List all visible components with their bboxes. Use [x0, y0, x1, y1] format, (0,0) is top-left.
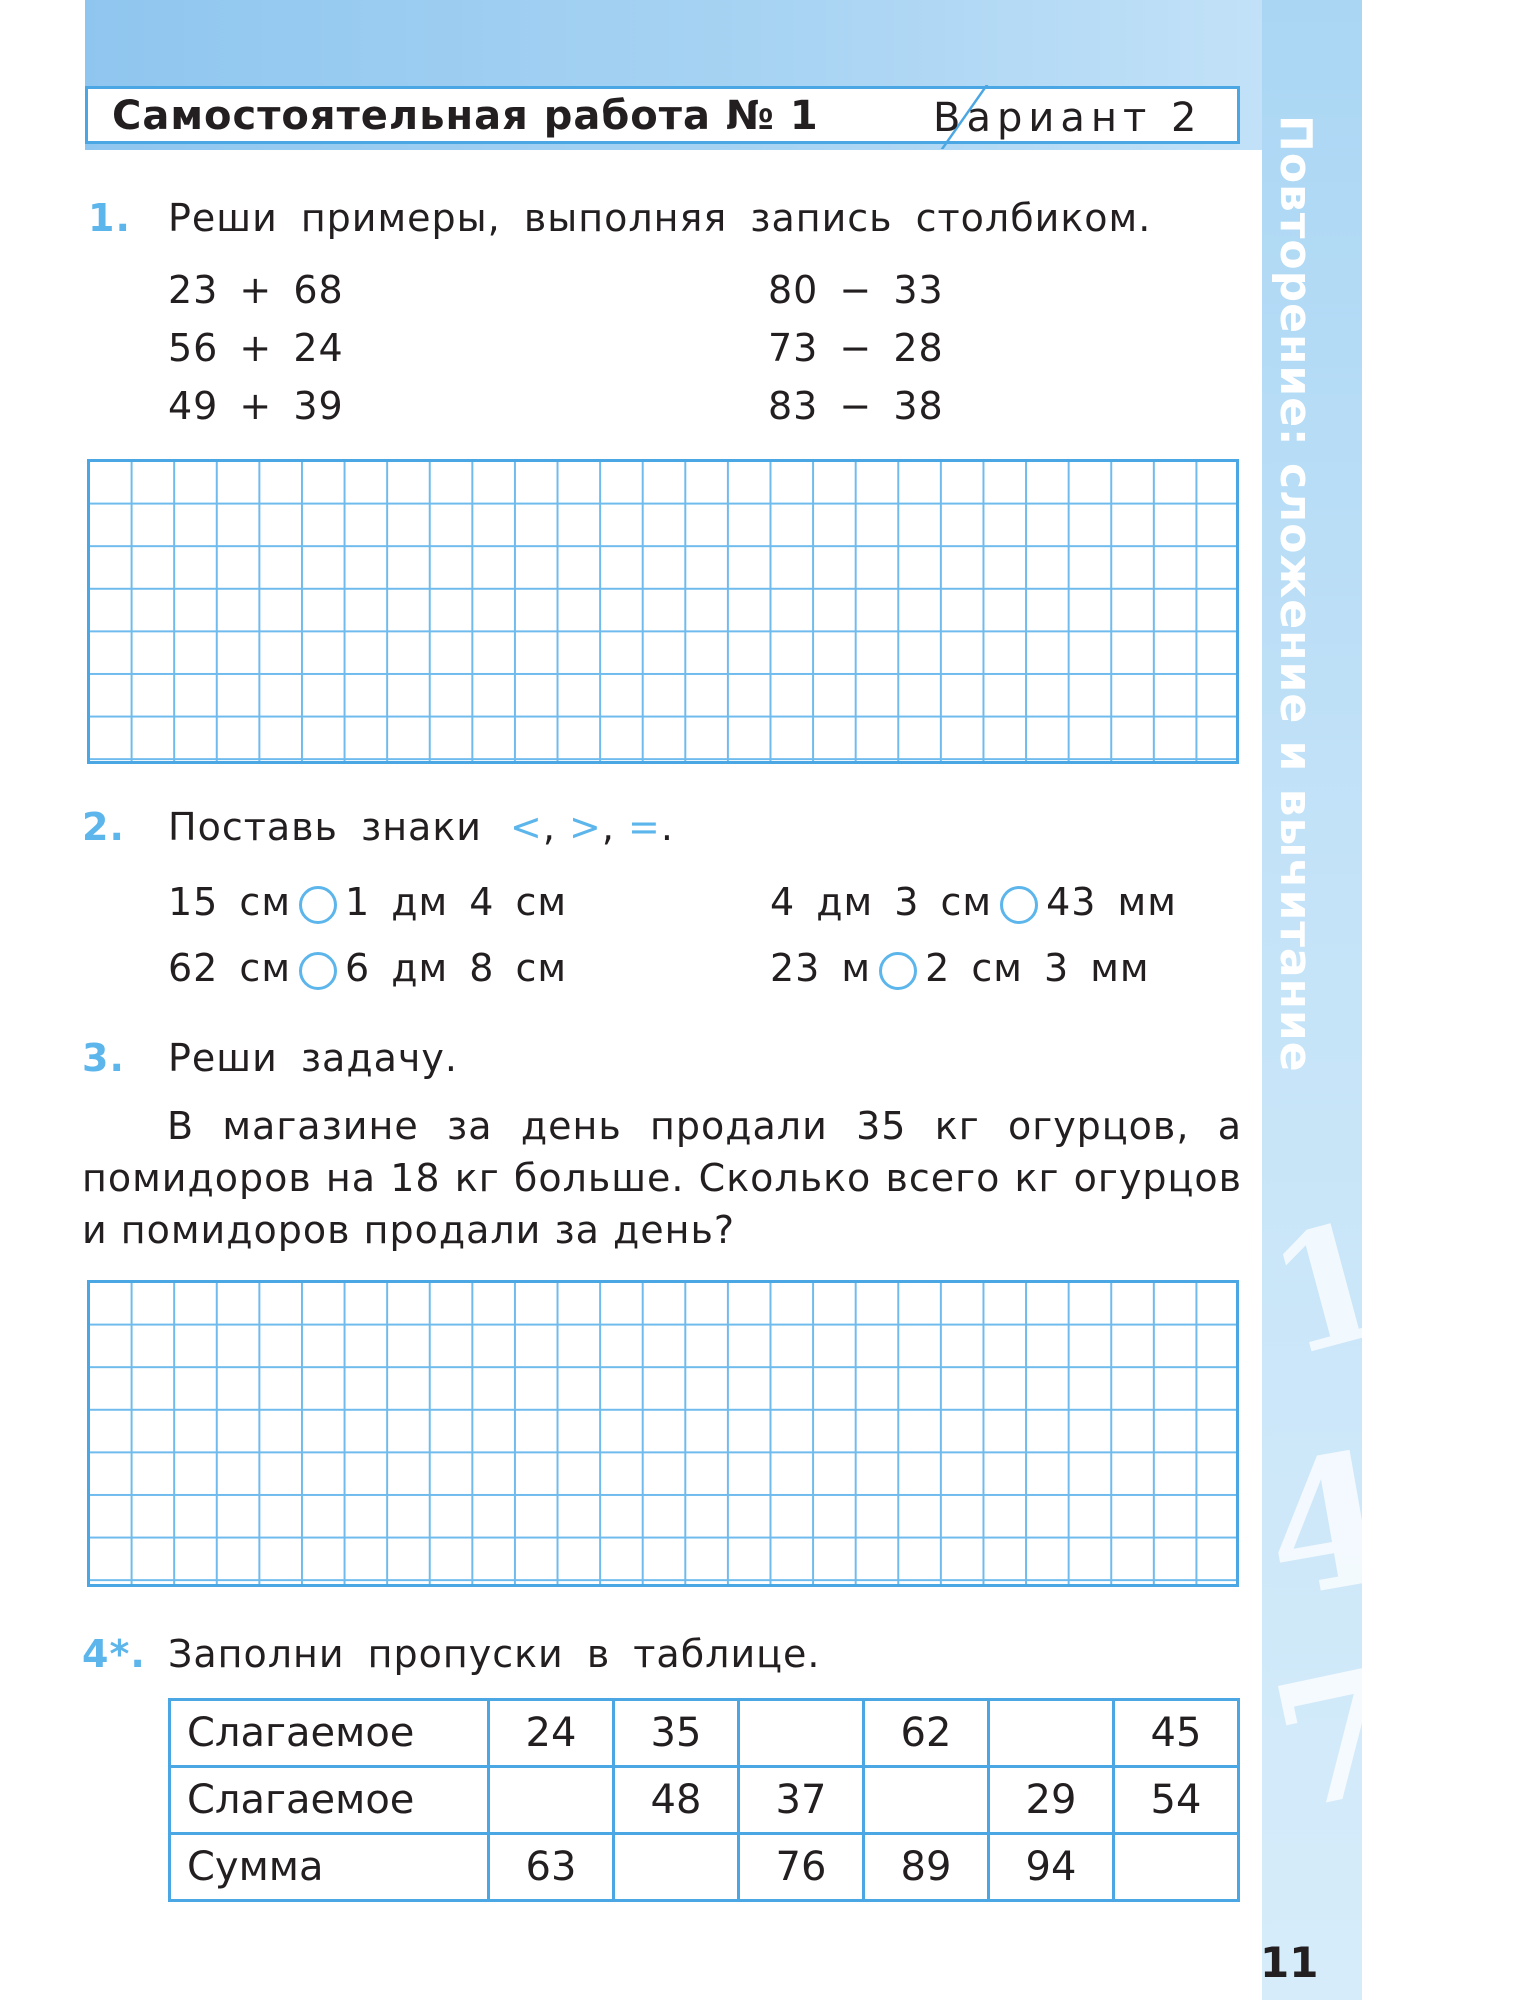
row-label: Слагаемое [170, 1767, 489, 1834]
answer-grid-2[interactable] [87, 1280, 1239, 1587]
table-cell[interactable] [864, 1767, 989, 1834]
table-cell[interactable]: 24 [489, 1700, 614, 1767]
table-cell[interactable]: 37 [739, 1767, 864, 1834]
table-cell[interactable] [614, 1834, 739, 1901]
word-problem: В магазине за день продали 35 кг огурцов, а помидоров на 18 кг больше. Сколько всего кг огурцов и помидоров продали за день? [82, 1104, 1242, 1252]
task2-text: Поставь знаки [168, 805, 482, 849]
compare-circle[interactable] [1000, 886, 1038, 924]
table-row [170, 1700, 1239, 1767]
task4-text: Заполни пропуски в таблице. [168, 1632, 821, 1676]
task1-number: 1. [88, 196, 131, 240]
table-cell[interactable]: 63 [489, 1834, 614, 1901]
sign-greater: > [569, 805, 602, 849]
compare-left: 15 см [168, 880, 291, 924]
compare-row-3 [770, 880, 1177, 924]
decor-digit: 4 [1249, 1410, 1410, 1641]
addition-table [168, 1698, 1240, 1902]
task4-number: 4*. [82, 1632, 146, 1676]
table-cell[interactable]: 62 [864, 1700, 989, 1767]
example-left-1: 23 + 68 [168, 268, 344, 312]
table-cell[interactable]: 29 [989, 1767, 1114, 1834]
compare-row-4 [770, 946, 1150, 990]
table-cell[interactable] [489, 1767, 614, 1834]
table-cell[interactable] [739, 1700, 864, 1767]
decor-digit: 7 [1257, 1629, 1415, 1851]
compare-right: 1 дм 4 см [345, 880, 568, 924]
table-cell[interactable]: 76 [739, 1834, 864, 1901]
worksheet-header [85, 86, 1240, 144]
table-cell[interactable]: 54 [1114, 1767, 1239, 1834]
table-row [170, 1767, 1239, 1834]
task1-text: Реши примеры, выполняя запись столбиком. [168, 196, 1152, 240]
answer-grid-1[interactable] [87, 459, 1239, 764]
compare-circle[interactable] [299, 952, 337, 990]
compare-right: 43 мм [1046, 880, 1177, 924]
sign-equal: = [628, 805, 661, 849]
table-cell[interactable]: 45 [1114, 1700, 1239, 1767]
worksheet-title: Самостоятельная работа № 1 [112, 93, 819, 139]
compare-circle[interactable] [879, 952, 917, 990]
sign-less: < [510, 805, 543, 849]
comparison-signs: <, >, =. [510, 805, 674, 849]
task2-number: 2. [82, 805, 125, 849]
compare-row-1 [168, 880, 567, 924]
table-cell[interactable]: 35 [614, 1700, 739, 1767]
compare-row-2 [168, 946, 567, 990]
decor-digit: 12 [1251, 1154, 1515, 1394]
variant-label: Вариант 2 [933, 95, 1203, 141]
compare-right: 2 см 3 мм [925, 946, 1150, 990]
section-side-title: Повторение: сложение и вычитание [1270, 115, 1321, 1073]
example-right-2: 73 − 28 [768, 326, 944, 370]
table-cell[interactable]: 48 [614, 1767, 739, 1834]
table-cell[interactable]: 89 [864, 1834, 989, 1901]
compare-left: 23 м [770, 946, 872, 990]
table-row [170, 1834, 1239, 1901]
row-label: Сумма [170, 1834, 489, 1901]
compare-left: 62 см [168, 946, 291, 990]
page-number: 11 [1260, 1938, 1319, 1987]
task3-number: 3. [82, 1036, 125, 1080]
task3-text: Реши задачу. [168, 1036, 458, 1080]
compare-left: 4 дм 3 см [770, 880, 993, 924]
row-label: Слагаемое [170, 1700, 489, 1767]
example-right-1: 80 − 33 [768, 268, 944, 312]
example-left-3: 49 + 39 [168, 384, 344, 428]
compare-right: 6 дм 8 см [345, 946, 568, 990]
example-left-2: 56 + 24 [168, 326, 344, 370]
table-cell[interactable]: 94 [989, 1834, 1114, 1901]
example-right-3: 83 − 38 [768, 384, 944, 428]
table-cell[interactable] [989, 1700, 1114, 1767]
table-cell[interactable] [1114, 1834, 1239, 1901]
compare-circle[interactable] [299, 886, 337, 924]
